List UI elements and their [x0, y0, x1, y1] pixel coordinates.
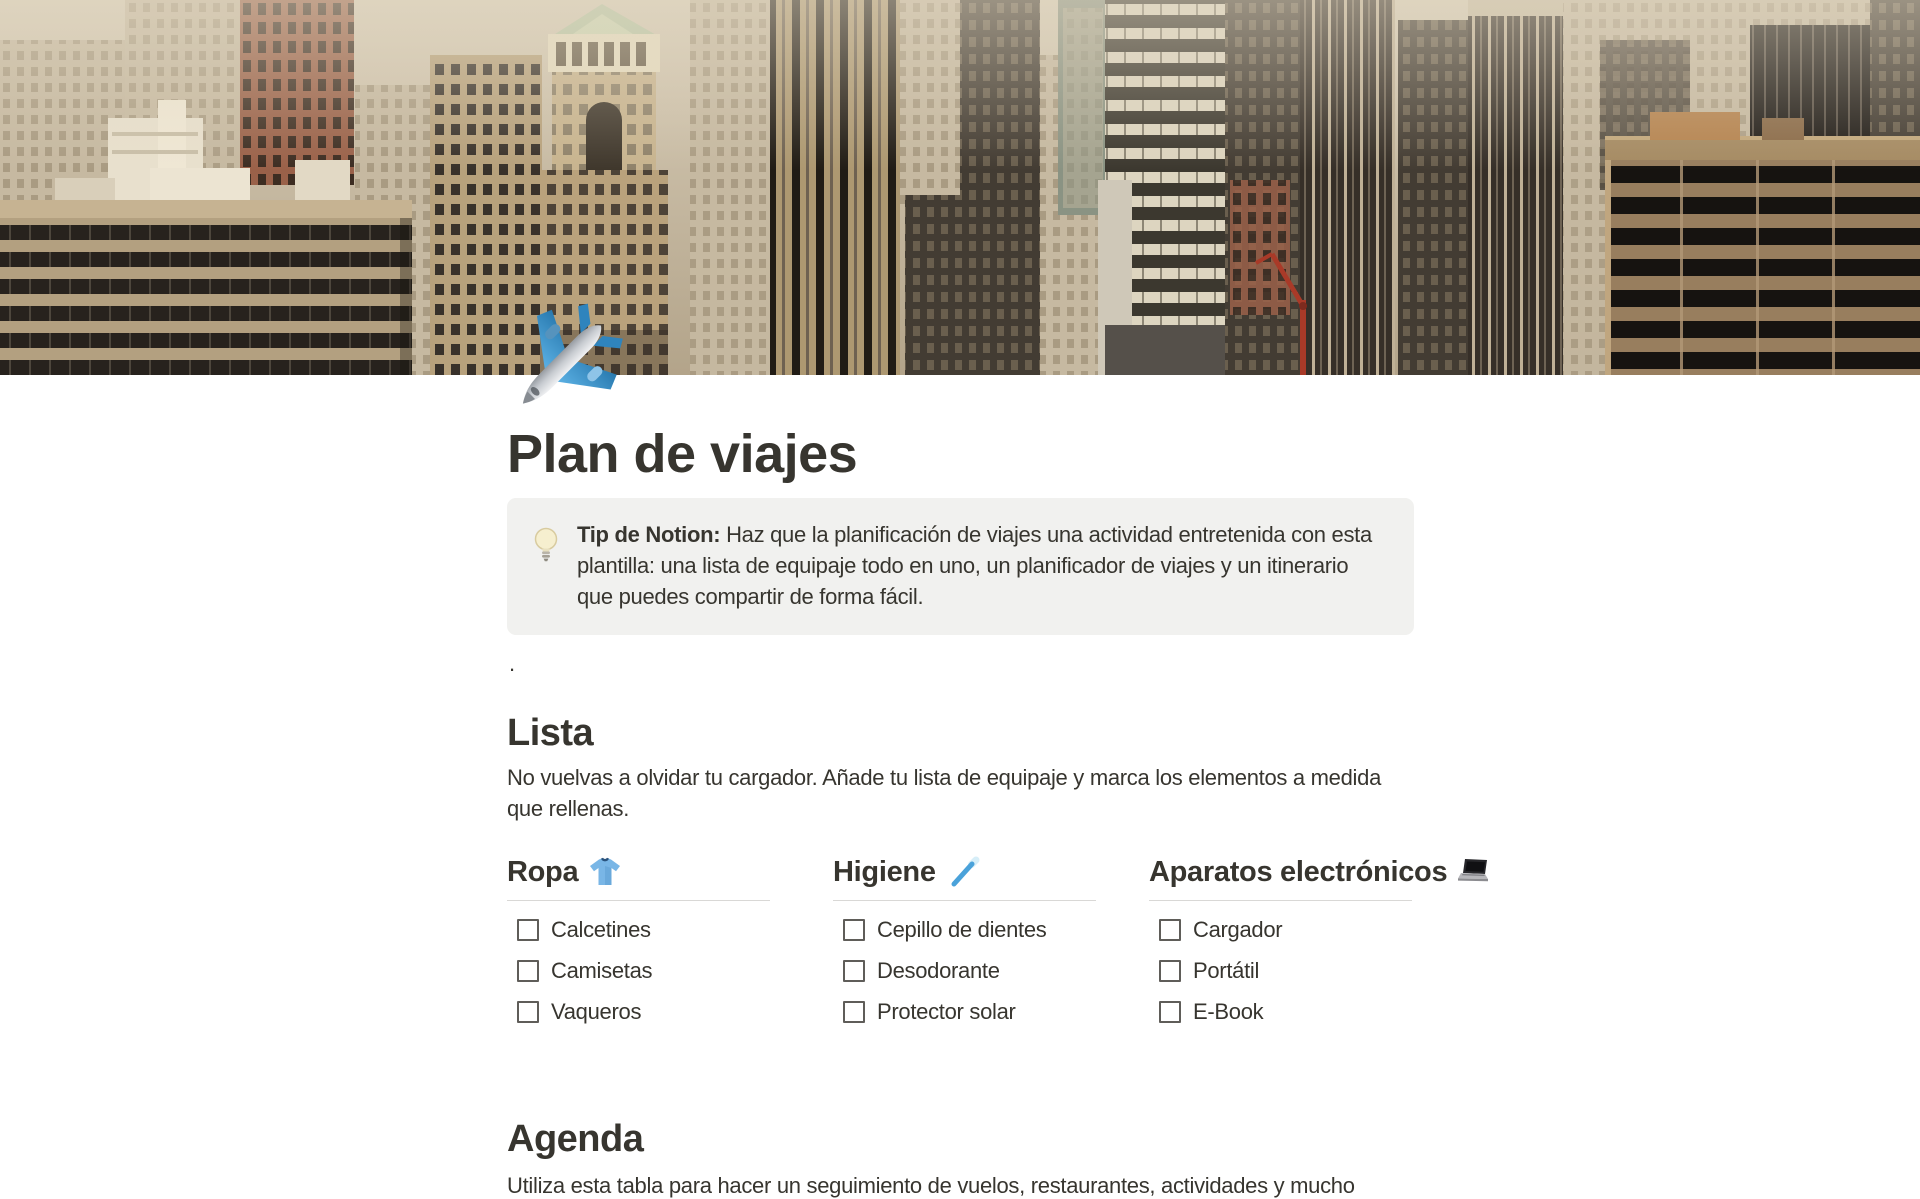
- todo-item[interactable]: [1149, 950, 1412, 991]
- callout-bold-label: Tip de Notion:: [577, 522, 721, 547]
- todo-label: Calcetines: [551, 916, 651, 942]
- todo-checkbox[interactable]: [843, 919, 865, 941]
- callout-line-1-text: Haz que la planificación de viajes una actividad entretenida con esta: [720, 522, 1372, 547]
- paragraph-dot[interactable]: .: [509, 651, 516, 676]
- tshirt-icon: [589, 857, 621, 887]
- todo-checkbox[interactable]: [1159, 919, 1181, 941]
- column-higiene-header[interactable]: [833, 853, 1096, 891]
- todo-checkbox[interactable]: [517, 960, 539, 982]
- todo-item[interactable]: [507, 909, 770, 950]
- column-higiene-title: Higiene: [833, 855, 936, 888]
- todo-label: Protector solar: [877, 998, 1016, 1024]
- callout-tip[interactable]: [507, 498, 1414, 635]
- column-ropa-header[interactable]: [507, 853, 770, 891]
- todo-label: Portátil: [1193, 957, 1260, 983]
- todo-list-aparatos: [1149, 909, 1412, 1032]
- todo-checkbox[interactable]: [843, 1001, 865, 1023]
- todo-label: Cargador: [1193, 916, 1283, 942]
- column-aparatos-title: Aparatos electrónicos: [1149, 855, 1448, 888]
- todo-checkbox[interactable]: [1159, 1001, 1181, 1023]
- page-icon[interactable]: [503, 297, 627, 421]
- column-aparatos: [1149, 853, 1448, 1032]
- airplane-icon: [503, 297, 627, 421]
- todo-item[interactable]: [833, 950, 1096, 991]
- todo-list-ropa: [507, 909, 770, 1032]
- todo-checkbox[interactable]: [517, 1001, 539, 1023]
- todo-list-higiene: [833, 909, 1096, 1032]
- callout-text: [577, 519, 1372, 635]
- divider: [507, 900, 770, 901]
- todo-item[interactable]: [833, 991, 1096, 1032]
- todo-checkbox[interactable]: [1159, 960, 1181, 982]
- lista-heading[interactable]: Lista: [507, 712, 594, 754]
- callout-line-3: que puedes compartir de forma fácil.: [577, 584, 924, 609]
- todo-item[interactable]: [833, 909, 1096, 950]
- callout-line-1: [577, 519, 1372, 550]
- divider: [833, 900, 1096, 901]
- laptop-icon: [1458, 857, 1492, 887]
- todo-checkbox[interactable]: [517, 919, 539, 941]
- toothbrush-icon: [947, 855, 981, 889]
- light-bulb-icon: [531, 526, 561, 635]
- column-ropa-title: Ropa: [507, 855, 579, 888]
- todo-label: Cepillo de dientes: [877, 916, 1047, 942]
- todo-item[interactable]: [1149, 991, 1412, 1032]
- agenda-description[interactable]: Utiliza esta tabla para hacer un seguimiento de vuelos, restaurantes, actividades y mucho: [507, 1173, 1355, 1198]
- column-higiene: [833, 853, 1096, 1032]
- agenda-heading[interactable]: Agenda: [507, 1118, 644, 1160]
- todo-label: Desodorante: [877, 957, 1000, 983]
- skyline-illustration: [0, 0, 1920, 375]
- todo-label: E-Book: [1193, 998, 1264, 1024]
- divider: [1149, 900, 1412, 901]
- column-ropa: [507, 853, 770, 1032]
- lista-description-line-2: que rellenas.: [507, 796, 630, 821]
- todo-label: Vaqueros: [551, 998, 642, 1024]
- todo-checkbox[interactable]: [843, 960, 865, 982]
- todo-item[interactable]: [507, 950, 770, 991]
- column-aparatos-header[interactable]: [1149, 853, 1448, 891]
- todo-item[interactable]: [507, 991, 770, 1032]
- lista-description-line-1: No vuelvas a olvidar tu cargador. Añade tu lista de equipaje y marca los elementos a medida: [507, 765, 1382, 790]
- page-title[interactable]: Plan de viajes: [507, 424, 858, 484]
- lista-description[interactable]: [507, 762, 1381, 824]
- todo-label: Camisetas: [551, 957, 653, 983]
- cover-image[interactable]: [0, 0, 1920, 375]
- todo-item[interactable]: [1149, 909, 1412, 950]
- callout-line-2: plantilla: una lista de equipaje todo en uno, un planificador de viajes y un itinerario: [577, 553, 1349, 578]
